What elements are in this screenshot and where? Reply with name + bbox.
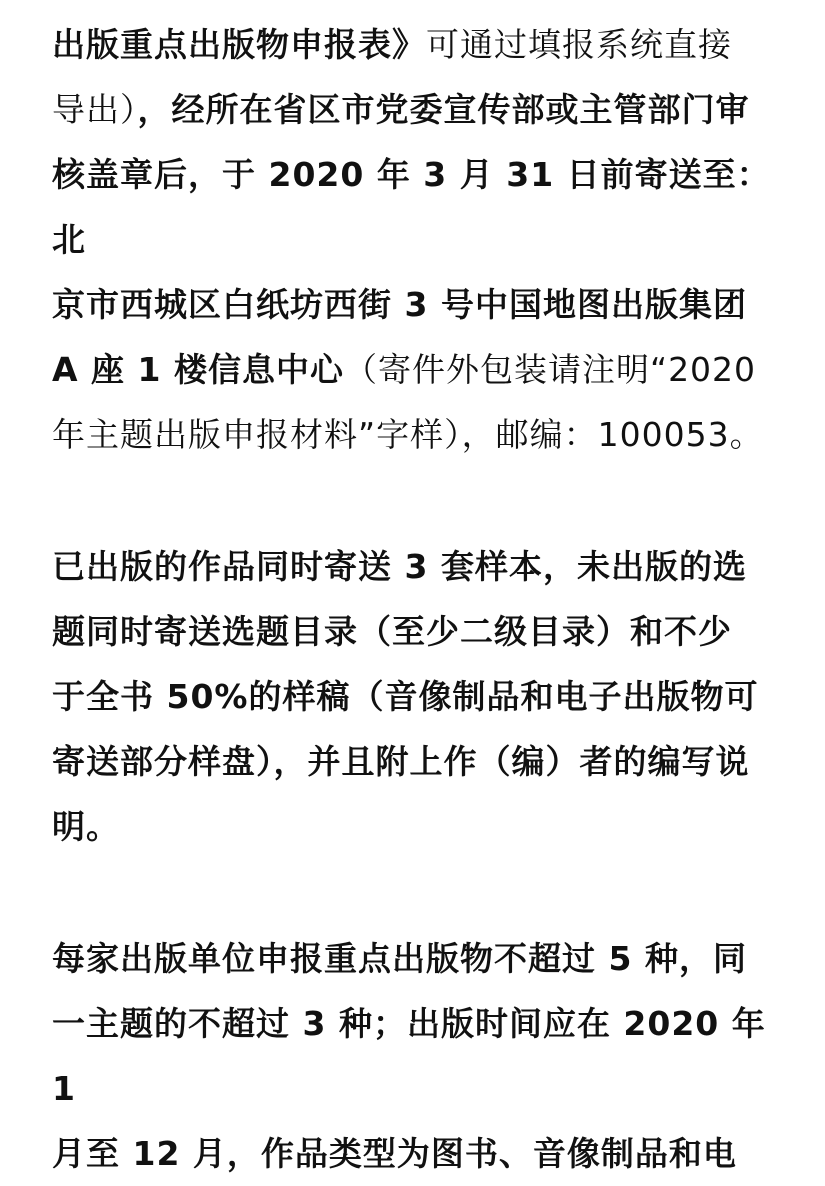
text-line: [52, 534, 785, 599]
text-line: [52, 729, 785, 794]
regular-text-segment: 可通过填报系统直接: [426, 25, 732, 64]
bold-text-segment: 明。: [52, 807, 120, 846]
regular-text-segment: （寄件外包装请注明“2020: [343, 350, 757, 389]
text-line: [52, 1121, 785, 1186]
bold-text-segment: 于全书 50%的样稿（音像制品和电子出版物可: [52, 677, 759, 716]
paragraph: [52, 12, 785, 467]
bold-text-segment: A 座 1 楼信息中心: [52, 350, 344, 389]
text-line: [52, 599, 785, 664]
bold-text-segment: ，经所在省区市党委宣传部或主管部门审: [137, 90, 750, 129]
text-line: [52, 794, 785, 859]
text-line: [52, 142, 785, 272]
text-line: [52, 337, 785, 402]
bold-text-segment: 每家出版单位申报重点出版物不超过 5 种，同: [52, 939, 747, 978]
text-line: [52, 12, 785, 77]
bold-text-segment: 已出版的作品同时寄送 3 套样本，未出版的选: [52, 547, 747, 586]
paragraph: [52, 926, 785, 1186]
paragraph: [52, 534, 785, 859]
bold-text-segment: 寄送部分样盘），并且附上作（编）者的编写说: [52, 742, 750, 781]
bold-text-segment: 题同时寄送选题目录（至少二级目录）和不少: [52, 612, 732, 651]
regular-text-segment: 年主题出版申报材料”字样），邮编：100053。: [52, 415, 764, 454]
bold-text-segment: 一主题的不超过 3 种；出版时间应在 2020 年 1: [52, 1004, 766, 1108]
text-line: [52, 402, 785, 467]
bold-text-segment: 出版重点出版物申报表》: [52, 25, 426, 64]
bold-text-segment: 核盖章后，于 2020 年 3 月 31 日前寄送至：北: [52, 155, 771, 259]
text-line: [52, 926, 785, 991]
text-line: [52, 77, 785, 142]
text-line: [52, 272, 785, 337]
text-line: [52, 991, 785, 1121]
regular-text-segment: 导出）: [52, 90, 138, 129]
bold-text-segment: 京市西城区白纸坊西街 3 号中国地图出版集团: [52, 285, 747, 324]
bold-text-segment: 月至 12 月，作品类型为图书、音像制品和电: [52, 1134, 737, 1173]
article-body: [52, 12, 785, 1186]
text-line: [52, 664, 785, 729]
